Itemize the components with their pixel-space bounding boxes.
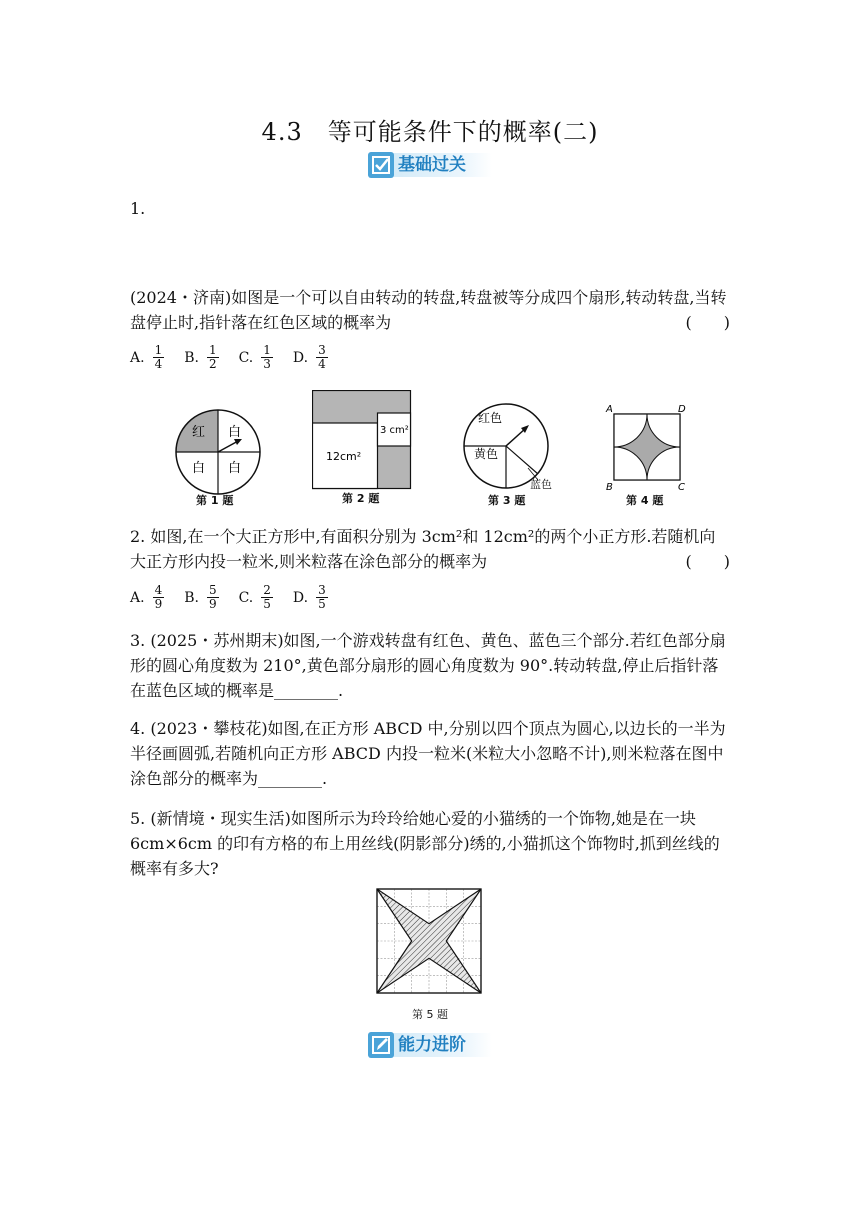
f1-label-white2: 白: [192, 461, 206, 476]
q4-text: 4. (2023・攀枝花)如图,在正方形 ABCD 中,分别以四个顶点为圆心,以边长的一半为半径画圆弧,若随机向正方形 ABCD 内投一粒米(米粒大小忽略不计),则米粒落在图中涂色部分的概率为________.: [130, 719, 726, 788]
q2-option-d: D. $\frac{3}{5}$: [292, 583, 326, 611]
section-title-advanced: 能力进阶: [392, 1033, 492, 1057]
f3-label-red: 红色: [478, 411, 503, 425]
checkbox-icon: [368, 152, 394, 178]
square-in-square: [312, 390, 412, 492]
q3-text: 3. (2025・苏州期末)如图,一个游戏转盘有红色、黄色、蓝色三个部分.若红色部分扇形的圆心角度数为 210°,黄色部分扇形的圆心角度数为 90°.转动转盘,停止后指针落在蓝色区域的概率是________.: [130, 631, 726, 700]
f4-label-a: A: [606, 404, 613, 415]
q1-option-a: A. $\frac{1}{4}$: [130, 343, 163, 371]
figure-2: [312, 390, 412, 505]
page-title: 4.3 等可能条件下的概率(二): [261, 118, 599, 146]
f4-label-d: D: [678, 404, 686, 415]
f3-caption: 第 3 题: [488, 494, 526, 507]
q1-option-c: C. $\frac{1}{3}$: [238, 343, 271, 371]
f2-label-small: 3 cm²: [380, 425, 409, 436]
section-banner-basic: [368, 150, 492, 180]
f1-label-white3: 白: [228, 461, 242, 476]
q1-option-b: B. $\frac{1}{2}$: [184, 343, 217, 371]
q2-body: 2. 如图,在一个大正方形中,有面积分别为 3cm²和 12cm²的两个小正方形.若随机向大正方形内投一粒米,则米粒落在涂色部分的概率为: [130, 527, 716, 571]
figure-3: [458, 400, 568, 507]
q1-option-d: D. $\frac{3}{4}$: [292, 343, 326, 371]
q5-text: 5. (新情境・现实生活)如图所示为玲玲给她心爱的小猫绣的一个饰物,她是在一块 6cm×6cm 的印有方格的布上用丝线(阴影部分)绣的,小猫抓这个饰物时,抓到丝线的概率有多大?: [130, 809, 720, 878]
f4-label-c: C: [678, 482, 685, 492]
four-point-star-grid: [376, 888, 482, 994]
f4-caption: 第 4 题: [626, 494, 664, 507]
f1-label-red: 红: [192, 425, 206, 440]
q2-answer-paren: ( ): [685, 552, 730, 571]
figure-5: [376, 888, 482, 1021]
figure-1: [170, 404, 270, 508]
q1-text: [130, 285, 730, 335]
q2-option-c: C. $\frac{2}{5}$: [238, 583, 271, 611]
q2-text: [130, 524, 730, 574]
f2-caption: 第 2 题: [342, 492, 380, 505]
q2-option-b: B. $\frac{5}{9}$: [184, 583, 217, 611]
f5-caption: 第 5 题: [412, 1008, 448, 1021]
f1-label-white1: 白: [228, 425, 242, 440]
f1-caption: 第 1 题: [196, 494, 234, 507]
q2-options: [130, 584, 348, 611]
section-title-basic: 基础过关: [392, 153, 492, 177]
q1-answer-paren: ( ): [685, 313, 730, 332]
figure-4: [604, 404, 686, 507]
f3-label-blue: 蓝色: [530, 478, 552, 491]
pencil-icon: [368, 1032, 394, 1058]
section-banner-advanced: [368, 1030, 492, 1060]
square-with-arcs: [604, 404, 686, 492]
f3-label-yellow: 黄色: [474, 447, 499, 461]
f4-label-b: B: [606, 482, 613, 492]
q1-body: (2024・济南)如图是一个可以自由转动的转盘,转盘被等分成四个扇形,转动转盘,当转盘停止时,指针落在红色区域的概率为: [130, 288, 727, 332]
f2-label-big: 12cm²: [326, 450, 362, 463]
spinner-four-sectors: [170, 404, 270, 504]
q1-number: 1.: [130, 199, 146, 218]
q1-options: [130, 344, 348, 371]
q2-option-a: A. $\frac{4}{9}$: [130, 583, 163, 611]
